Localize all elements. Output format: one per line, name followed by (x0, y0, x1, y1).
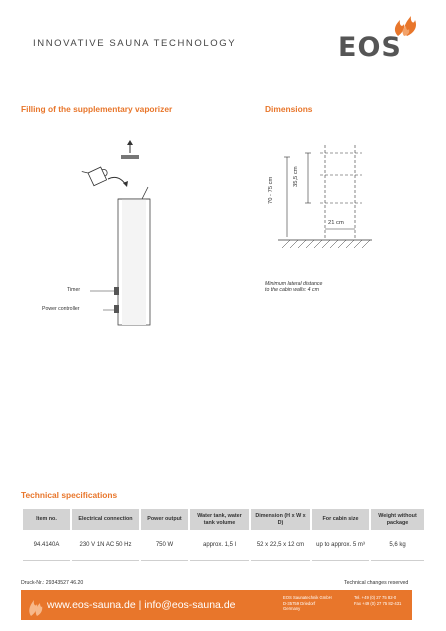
eos-logo (336, 10, 426, 62)
cell-power: 750 W (141, 530, 188, 561)
cell-item-no: 94.4140A (23, 530, 70, 561)
header-item-no: Item no. (23, 509, 70, 530)
filling-diagram (60, 135, 180, 335)
cell-weight: 5,6 kg (371, 530, 424, 561)
print-number: Druck-Nr.: 29343527 46.20 (21, 580, 84, 586)
phone-number: Tel. +49 (0) 27 75 82-0 (354, 595, 397, 600)
dimensions-title: Dimensions (265, 104, 313, 114)
address-line2: D-35759 Driedorf (283, 600, 316, 606)
timer-label: Timer (67, 287, 81, 293)
header-water-tank: Water tank, water tank volume (190, 509, 249, 530)
header-dimension: Dimension (H x W x D) (251, 509, 310, 530)
header-weight: Weight without package (371, 509, 424, 530)
flame-decor-icon (27, 594, 43, 616)
table-row (23, 530, 424, 561)
power-controller-label: Power controller (42, 306, 80, 312)
cell-dimension: 52 x 22,5 x 12 cm (251, 530, 310, 561)
footer-phone-fax (354, 595, 401, 606)
filling-title: Filling of the supplementary vaporizer (21, 104, 173, 114)
header-power: Power output (141, 509, 188, 530)
footer-contact-link[interactable]: www.eos-sauna.de | info@eos-sauna.de (47, 599, 236, 611)
pour-arrow (108, 177, 126, 185)
cell-electrical: 230 V 1N AC 50 Hz (72, 530, 139, 561)
address-line3: Germany (283, 606, 301, 611)
header-electrical: Electrical connection (72, 509, 139, 530)
footer-bar (21, 590, 412, 620)
changes-note: Technical changes reserved (344, 580, 409, 586)
unit-height-label: 35,5 cm (293, 166, 299, 187)
depth-label: 21 cm (328, 220, 344, 226)
power-knob (114, 305, 119, 313)
address-line1: EOS Saunatechnik GmbH (283, 595, 332, 600)
fax-number: Fax +49 (0) 27 75 82-431 (354, 600, 402, 606)
footer-address (283, 595, 332, 612)
clearance-note (265, 281, 322, 293)
clearance-note-line2: to the cabin walls: 4 cm (265, 287, 319, 293)
cell-cabin-size: up to approx. 5 m³ (312, 530, 369, 561)
header-tagline: INNOVATIVE SAUNA TECHNOLOGY (33, 38, 237, 49)
header-cabin-size: For cabin size (312, 509, 369, 530)
water-pitcher (82, 162, 110, 188)
cell-water-tank: approx. 1,5 l (190, 530, 249, 561)
lid-arrow-head (127, 140, 133, 145)
clearance-note-line1: Minimum lateral distance (265, 281, 323, 287)
specs-table (21, 509, 426, 561)
dimensions-diagram (270, 145, 380, 260)
vaporizer-lid (121, 155, 139, 159)
specs-title: Technical specifications (21, 490, 118, 500)
logo-text: EOS (338, 32, 402, 63)
specs-header-row (23, 509, 424, 530)
timer-knob (114, 287, 119, 295)
total-height-label: 70 - 75 cm (268, 176, 274, 204)
